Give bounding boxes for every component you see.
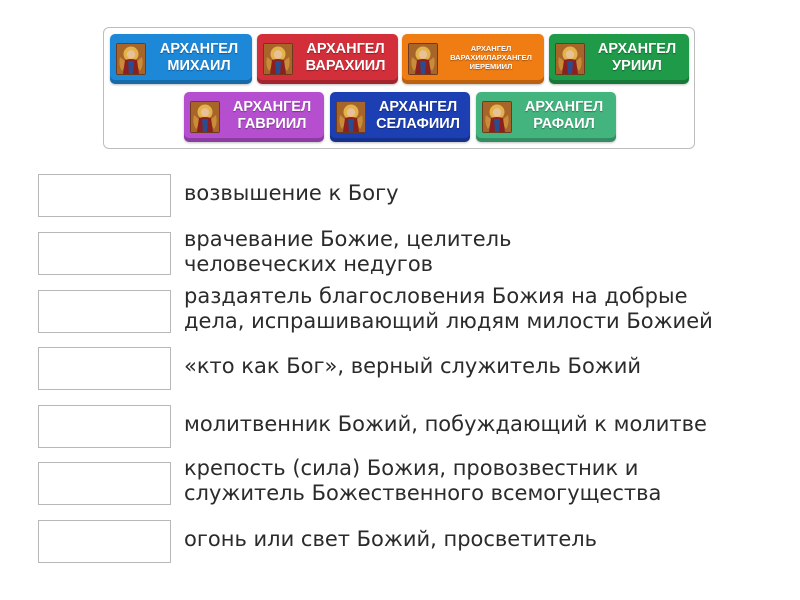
drop-target-box[interactable] — [38, 290, 171, 333]
drop-target-box[interactable] — [38, 232, 171, 275]
definition-text: молитвенник Божий, побуждающий к молитве — [184, 412, 707, 436]
archangel-icon — [116, 43, 146, 75]
tile-label: АРХАНГЕЛ ВАРАХИИЛ — [305, 40, 386, 74]
definition-text: врачевание Божие, целитель человеческих недугов — [184, 227, 512, 276]
tile-label: АРХАНГЕЛ УРИИЛ — [597, 40, 677, 74]
archangel-icon — [263, 43, 293, 75]
drop-target-box[interactable] — [38, 405, 171, 448]
archangel-icon — [336, 101, 366, 133]
tile-label: АРХАНГЕЛ ВАРАХИИЛАРХАНГЕЛ ИЕРЕМИИЛ — [450, 44, 532, 71]
archangel-icon — [482, 101, 512, 133]
tile-label: АРХАНГЕЛ МИХАИЛ — [159, 40, 239, 74]
tile-label: АРХАНГЕЛ СЕЛАФИИЛ — [376, 98, 460, 132]
tile-gavriil[interactable] — [184, 92, 324, 142]
definition-text: раздаятель благословения Божия на добрые дела, испрашивающий людям милости Божией — [184, 284, 713, 333]
drop-target-box[interactable] — [38, 520, 171, 563]
tile-mikhail[interactable] — [110, 34, 252, 84]
tile-varakhiil[interactable] — [257, 34, 398, 84]
drop-target-box[interactable] — [38, 462, 171, 505]
answer-tiles-panel — [103, 27, 695, 149]
definition-text: крепость (сила) Божия, провозвестник и служитель Божественного всемогущества — [184, 456, 662, 505]
drop-target-box[interactable] — [38, 347, 171, 390]
tile-rafail[interactable] — [476, 92, 616, 142]
tile-selafiil[interactable] — [330, 92, 470, 142]
definition-text: «кто как Бог», верный служитель Божий — [184, 354, 642, 378]
tile-uriil[interactable] — [549, 34, 689, 84]
definition-text: возвышение к Богу — [184, 181, 399, 205]
drop-target-box[interactable] — [38, 174, 171, 217]
archangel-icon — [555, 43, 585, 75]
tile-label: АРХАНГЕЛ ГАВРИИЛ — [232, 98, 312, 132]
tile-label: АРХАНГЕЛ РАФАИЛ — [524, 98, 604, 132]
tile-varakhiil-ieremiil[interactable] — [402, 34, 544, 84]
archangel-icon — [408, 43, 438, 75]
archangel-icon — [190, 101, 220, 133]
definition-text: огонь или свет Божий, просветитель — [184, 527, 598, 551]
